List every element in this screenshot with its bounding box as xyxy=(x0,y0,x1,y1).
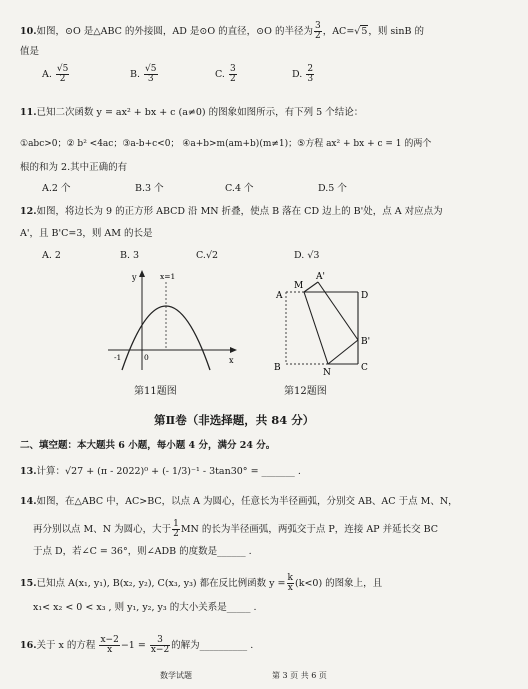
q16-f1-den: x xyxy=(107,645,113,655)
q10-option-c xyxy=(215,65,238,84)
q14-text2: 再分别以点 M、N 为圆心，大于 xyxy=(33,524,172,535)
q16-number: 16. xyxy=(20,640,37,651)
q10-option-b xyxy=(130,65,159,84)
fig12-label-d: D xyxy=(361,291,369,301)
q15-number: 15. xyxy=(20,578,37,589)
option-num: 3 xyxy=(229,64,236,74)
q11-conclusions: ①abc>0；② b² <4ac；③a-b+c<0； ④a+b>m(am+b)(m≠1)；⑤方程 ax² + bx + c = 1 的两个 xyxy=(20,139,432,149)
q10-fraction xyxy=(314,22,322,41)
q10-option-a xyxy=(42,65,70,84)
option-den: 3 xyxy=(307,74,314,84)
fig12-label-n: N xyxy=(323,368,331,376)
q14-text1: 如图，在△ABC 中，AC>BC，以点 A 为圆心，任意长为半径画弧，分别交 AB、AC 于点 M、N， xyxy=(36,496,458,507)
q15-line2: x₁< x₂ < 0 < x₃ , 则 y₁, y₂, y₃ 的大小关系是_____ . xyxy=(33,602,257,613)
q14-line2 xyxy=(33,520,438,539)
q14-line3: 于点 D，若∠C = 36°，则∠ADB 的度数是______ . xyxy=(33,546,252,557)
q10-frac-num: 3 xyxy=(314,21,321,31)
section-2-title: 第Ⅱ卷（非选择题，共 84 分） xyxy=(154,413,315,427)
fig11-y-label: y xyxy=(132,273,137,282)
q10-text-b: ，AC= xyxy=(322,26,355,37)
q16-fraction-1 xyxy=(99,636,119,655)
q12-option-d: D. √3 xyxy=(294,250,320,261)
q12-line2: A'，且 B'C=3，则 AM 的长是 xyxy=(20,228,153,239)
q10-frac-den: 2 xyxy=(314,31,321,41)
q12-text: 如图，将边长为 9 的正方形 ABCD 沿 MN 折叠，使点 B 落在 CD 边上的 B'处，点 A 对应点为 xyxy=(36,206,443,217)
q12-option-b: B. 3 xyxy=(120,250,140,261)
option-label: D. xyxy=(292,69,303,80)
fig12-label-m: M xyxy=(294,281,304,291)
q16-text-a: 关于 x 的方程 xyxy=(36,640,96,651)
option-den: 3 xyxy=(147,74,154,84)
option-label: A. xyxy=(42,69,52,80)
q11-option-b: B.3 个 xyxy=(135,183,164,194)
q11-option-c: C.4 个 xyxy=(225,183,254,194)
q16-text-b: 的解为__________ . xyxy=(171,640,254,651)
figure-12-square-fold xyxy=(268,268,378,376)
fig11-axis-eq-label: x=1 xyxy=(160,272,176,281)
q16-line xyxy=(20,636,253,655)
q10-sqrt: 5 xyxy=(361,26,368,37)
fig11-neg1-label: -1 xyxy=(114,353,122,362)
q16-f2-num: 3 xyxy=(150,636,170,646)
q16-mid: −1 = xyxy=(120,640,146,651)
option-den: 2 xyxy=(59,74,66,84)
q11-number: 11. xyxy=(20,107,37,118)
q13-number: 13. xyxy=(20,466,37,477)
option-label: B. xyxy=(130,69,141,80)
q13-line xyxy=(20,466,301,478)
q11-option-d: D.5 个 xyxy=(318,183,347,194)
q11-text: 已知二次函数 y = ax² + bx + c (a≠0) 的图象如图所示，有下列 5 个结论： xyxy=(36,107,364,118)
fig12-label-b: B xyxy=(274,363,281,373)
q14-number: 14. xyxy=(20,496,37,507)
q10-text-a: 如图，⊙O 是△ABC 的外接圆，AD 是⊙O 的直径，⊙O 的半径为 xyxy=(36,26,313,37)
q14-frac-num: 1 xyxy=(173,519,179,529)
figure-11-parabola xyxy=(100,268,242,378)
option-num: √5 xyxy=(145,64,157,74)
q15-frac-num: k xyxy=(287,573,293,583)
footer-subject: 数学试题 xyxy=(160,671,192,680)
q10-text-c: ，则 sinB 的 xyxy=(368,26,424,37)
section-2-heading: 二、填空题：本大题共 6 小题，每小题 4 分，满分 24 分。 xyxy=(20,440,276,451)
fig11-x-label: x xyxy=(229,356,234,365)
footer-page-number: 第 3 页 共 6 页 xyxy=(272,671,327,680)
q15-text1b: (k<0) 的图象上，且 xyxy=(294,578,383,589)
q12-option-c: C.√2 xyxy=(196,250,219,261)
q11-line1 xyxy=(20,107,363,119)
fig12-label-b-prime: B' xyxy=(361,337,371,347)
fig12-label-a-prime: A' xyxy=(316,272,325,282)
q14-frac-den: 2 xyxy=(173,529,179,539)
fig12-label-a: A xyxy=(276,291,283,301)
q11-option-a: A.2 个 xyxy=(42,183,71,194)
q15-line1 xyxy=(20,574,382,593)
q14-fraction xyxy=(172,520,180,539)
q12-number: 12. xyxy=(20,206,37,217)
fig11-origin-label: 0 xyxy=(144,353,149,362)
q16-fraction-2 xyxy=(150,636,170,655)
option-label: C. xyxy=(215,69,225,80)
q14-text2b: MN 的长为半径画弧，两弧交于点 P，连接 AP 并延长交 BC xyxy=(180,524,439,535)
q10-number: 10. xyxy=(20,26,37,37)
q15-frac-den: x xyxy=(287,583,293,593)
fig12-label-c: C xyxy=(361,363,368,373)
q14-line1 xyxy=(20,496,458,508)
q16-f2-den: x−2 xyxy=(150,645,170,655)
fig12-caption: 第12题图 xyxy=(284,386,327,397)
q10-line1: 10.如图，⊙O 是△ABC 的外接圆，AD 是⊙O 的直径，⊙O 的半径为 $\frac{3}{2}$ ，AC=√5，则 sinB 的 xyxy=(20,21,424,41)
q16-f1-num: x−2 xyxy=(100,635,119,645)
q15-text1: 已知点 A(x₁, y₁), B(x₂, y₂), C(x₃, y₃) 都在反比例函数 y = xyxy=(36,578,286,589)
q15-fraction xyxy=(287,574,294,593)
option-num: 2 xyxy=(307,64,314,74)
option-den: 2 xyxy=(229,74,236,84)
fig11-caption: 第11题图 xyxy=(134,386,177,397)
q12-line1 xyxy=(20,206,443,218)
q10-line2: 值是 xyxy=(20,46,40,57)
q12-option-a: A. 2 xyxy=(42,250,61,261)
q13-text: 计算：√27 + (π - 2022)⁰ + (- 1/3)⁻¹ - 3tan30° = _______ . xyxy=(36,466,301,477)
option-num: √5 xyxy=(56,64,69,74)
q11-line3: 根的和为 2.其中正确的有 xyxy=(20,162,128,173)
q10-option-d xyxy=(292,65,315,84)
